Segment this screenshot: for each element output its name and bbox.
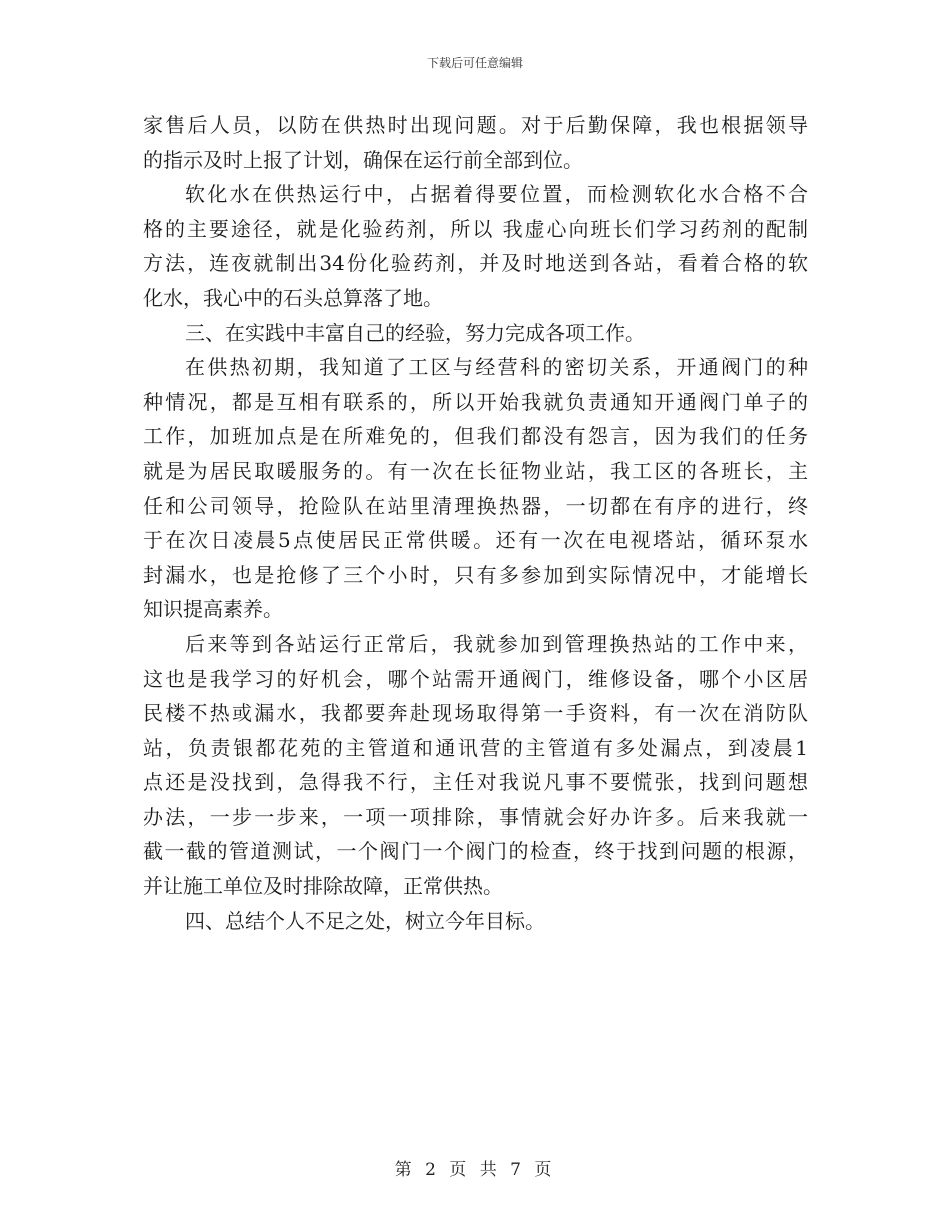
text-line: 格的主要途径，就是化验药剂，所以 我虚心向班长们学习药剂的配制 <box>143 216 808 241</box>
text-line: 封漏水，也是抢修了三个小时，只有多参加到实际情况中，才能增长 <box>143 562 808 587</box>
text-line: 任和公司领导，抢险队在站里清理换热器，一切都在有序的进行，终 <box>143 493 808 518</box>
section-heading: 四、总结个人不足之处，树立今年目标。 <box>185 908 545 933</box>
section-heading: 三、在实践中丰富自己的经验，努力完成各项工作。 <box>185 320 645 345</box>
page-number-footer: 第 2 页 共 7 页 <box>394 1160 556 1180</box>
text-line: 办法，一步一步来，一项一项排除，事情就会好办许多。后来我就一 <box>143 804 808 829</box>
text-line: 家售后人员，以防在供热时出现问题。对于后勤保障，我也根据领导 <box>143 113 808 137</box>
text-line: 种情况，都是互相有联系的，所以开始我就负责通知开通阀门单子的 <box>143 389 808 414</box>
text-line: 在供热初期，我知道了工区与经营科的密切关系，开通阀门的种 <box>185 355 808 380</box>
text-line: 截一截的管道测试，一个阀门一个阀门的检查，终于找到问题的根源， <box>143 839 808 864</box>
text-line: 于在次日凌晨5点使居民正常供暖。还有一次在电视塔站，循环泵水 <box>143 528 808 553</box>
text-line: 站，负责银都花苑的主管道和通讯营的主管道有多处漏点，到凌晨1 <box>143 735 808 760</box>
text-line: 民楼不热或漏水，我都要奔赴现场取得第一手资料，有一次在消防队 <box>143 701 808 726</box>
text-line: 方法，连夜就制出34份化验药剂，并及时地送到各站，看着合格的软 <box>143 251 808 276</box>
document-body <box>143 108 808 938</box>
text-line: 并让施工单位及时排除故障，正常供热。 <box>143 874 503 899</box>
text-line: 化水，我心中的石头总算落了地。 <box>143 285 443 310</box>
text-line: 这也是我学习的好机会，哪个站需开通阀门，维修设备，哪个小区居 <box>143 666 808 691</box>
text-line: 工作，加班加点是在所难免的，但我们都没有怨言，因为我们的任务 <box>143 424 808 449</box>
text-line: 的指示及时上报了计划，确保在运行前全部到位。 <box>143 147 583 172</box>
page-header-note: 下载后可任意编辑 <box>426 56 523 70</box>
text-line: 就是为居民取暖服务的。有一次在长征物业站，我工区的各班长，主 <box>143 458 808 483</box>
text-line: 知识提高素养。 <box>143 597 283 622</box>
text-line: 后来等到各站运行正常后，我就参加到管理换热站的工作中来， <box>185 631 808 656</box>
text-line: 软化水在供热运行中，占据着得要位置，而检测软化水合格不合 <box>185 182 808 207</box>
text-line: 点还是没找到，急得我不行，主任对我说凡事不要慌张，找到问题想 <box>143 770 808 795</box>
